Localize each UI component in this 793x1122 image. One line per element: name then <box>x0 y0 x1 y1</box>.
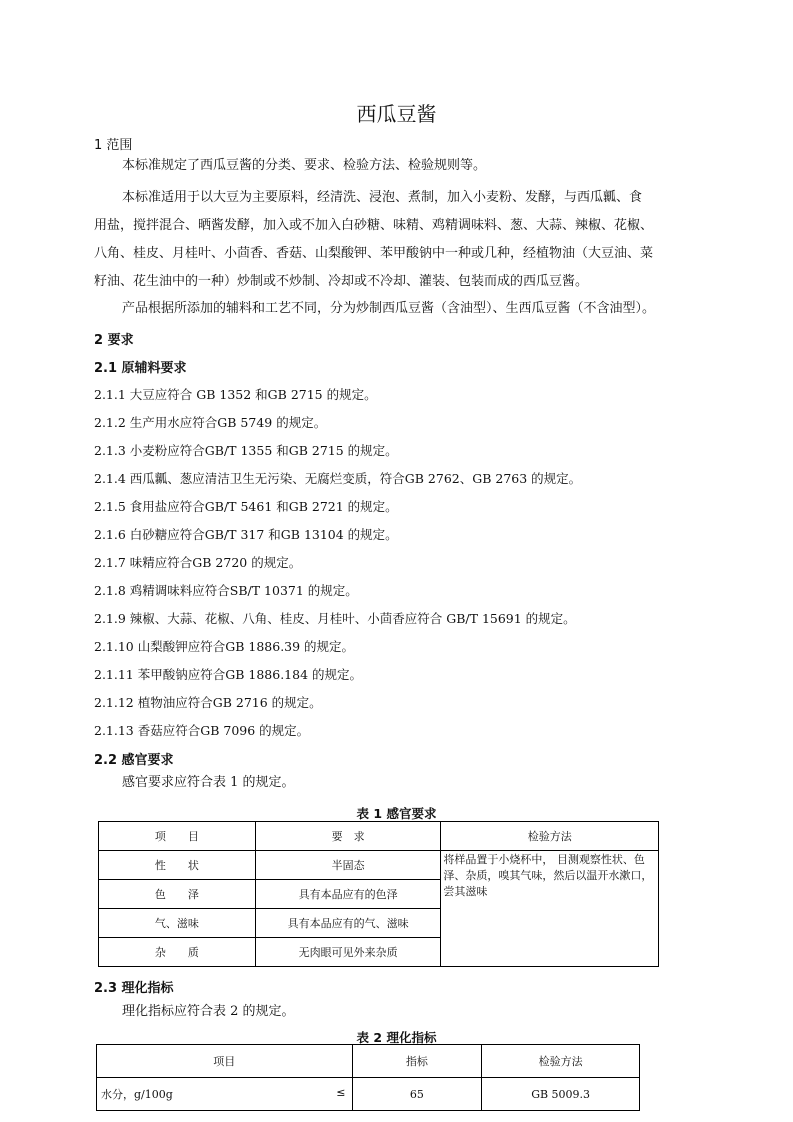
section-2-1-heading: 2.1 原辅料要求 <box>94 361 187 376</box>
table-cell: 杂 质 <box>99 938 256 967</box>
section-2-heading: 2 要求 <box>94 333 134 348</box>
table-cell: 65 <box>352 1078 482 1111</box>
table-cell: 性 状 <box>99 851 256 880</box>
requirement-item: 2.1.13 香菇应符合GB 7096 的规定。 <box>94 723 310 738</box>
scope-p2-line-4: 籽油、花生油中的一种）炒制或不炒制、冷却或不冷却、灌装、包装而成的西瓜豆酱。 <box>94 274 589 289</box>
table-cell: 气、滋味 <box>99 909 256 938</box>
requirement-item: 2.1.4 西瓜瓤、葱应清洁卫生无污染、无腐烂变质，符合GB 2762、GB 2763 的规定。 <box>94 471 582 486</box>
table-cell: GB 5009.3 <box>482 1078 640 1111</box>
table-header-row <box>97 1045 640 1078</box>
header-cell: 项 目 <box>99 822 256 851</box>
requirement-item: 2.1.11 苯甲酸钠应符合GB 1886.184 的规定。 <box>94 667 362 682</box>
header-cell: 要 求 <box>255 822 441 851</box>
scope-p2-line-2: 用盐，搅拌混合、晒酱发酵，加入或不加入白砂糖、味精、鸡精调味料、葱、大蒜、辣椒、花椒、 <box>94 218 654 233</box>
less-equal-symbol: ≤ <box>336 1086 346 1099</box>
item-name: 水分，g/100g <box>101 1088 173 1101</box>
table-row <box>97 1078 640 1111</box>
header-cell: 检验方法 <box>482 1045 640 1078</box>
table-cell: 色 泽 <box>99 880 256 909</box>
table-cell: 具有本品应有的气、滋味 <box>255 909 441 938</box>
requirement-item: 2.1.5 食用盐应符合GB/T 5461 和GB 2721 的规定。 <box>94 499 398 514</box>
sensory-requirements-table <box>98 821 659 967</box>
requirement-item: 2.1.8 鸡精调味料应符合SB/T 10371 的规定。 <box>94 583 358 598</box>
inspection-method-cell: 将样品置于小烧杯中， 目测观察性状、色泽、杂质，嗅其气味，然后以温开水漱口，尝其滋味 <box>441 851 659 967</box>
section-2-3-heading: 2.3 理化指标 <box>94 981 174 996</box>
table-cell: 具有本品应有的色泽 <box>255 880 441 909</box>
table-cell: 无肉眼可见外来杂质 <box>255 938 441 967</box>
physchem-indicators-table <box>96 1044 640 1111</box>
requirement-item: 2.1.2 生产用水应符合GB 5749 的规定。 <box>94 415 327 430</box>
scope-p2-line-1: 本标准适用于以大豆为主要原料，经清洗、浸泡、煮制，加入小麦粉、发酵，与西瓜瓤、食 <box>122 190 643 205</box>
header-cell: 检验方法 <box>441 822 659 851</box>
scope-paragraph-3: 产品根据所添加的辅料和工艺不同，分为炒制西瓜豆酱（含油型）、生西瓜豆酱（不含油型）。 <box>122 301 656 316</box>
table-cell: 半固态 <box>255 851 441 880</box>
table-1-caption: 表 1 感官要求 <box>356 806 437 821</box>
scope-paragraph-1: 本标准规定了西瓜豆酱的分类、要求、检验方法、检验规则等。 <box>122 158 487 173</box>
requirement-item: 2.1.3 小麦粉应符合GB/T 1355 和GB 2715 的规定。 <box>94 443 398 458</box>
physchem-intro-text: 理化指标应符合表 2 的规定。 <box>122 1004 295 1019</box>
section-2-2-heading: 2.2 感官要求 <box>94 753 174 768</box>
header-cell: 指标 <box>352 1045 482 1078</box>
requirement-item: 2.1.7 味精应符合GB 2720 的规定。 <box>94 555 302 570</box>
requirement-item: 2.1.10 山梨酸钾应符合GB 1886.39 的规定。 <box>94 639 355 654</box>
sensory-intro-text: 感官要求应符合表 1 的规定。 <box>122 775 295 790</box>
requirement-item: 2.1.1 大豆应符合 GB 1352 和GB 2715 的规定。 <box>94 387 377 402</box>
requirement-item: 2.1.6 白砂糖应符合GB/T 317 和GB 13104 的规定。 <box>94 527 398 542</box>
requirement-item: 2.1.12 植物油应符合GB 2716 的规定。 <box>94 695 322 710</box>
scope-paragraph-2 <box>94 184 694 296</box>
table-header-row <box>99 822 659 851</box>
document-title: 西瓜豆酱 <box>356 102 437 126</box>
table-row <box>99 851 659 880</box>
requirement-item: 2.1.9 辣椒、大蒜、花椒、八角、桂皮、月桂叶、小茴香应符合 GB/T 15691 的规定。 <box>94 611 576 626</box>
scope-p2-line-3: 八角、桂皮、月桂叶、小茴香、香菇、山梨酸钾、苯甲酸钠中一种或几种，经植物油（大豆油、菜 <box>94 246 654 261</box>
header-cell: 项目 <box>97 1045 353 1078</box>
section-1-heading: 1 范围 <box>94 138 133 153</box>
table-cell <box>97 1078 353 1111</box>
table-2-caption: 表 2 理化指标 <box>356 1030 437 1045</box>
